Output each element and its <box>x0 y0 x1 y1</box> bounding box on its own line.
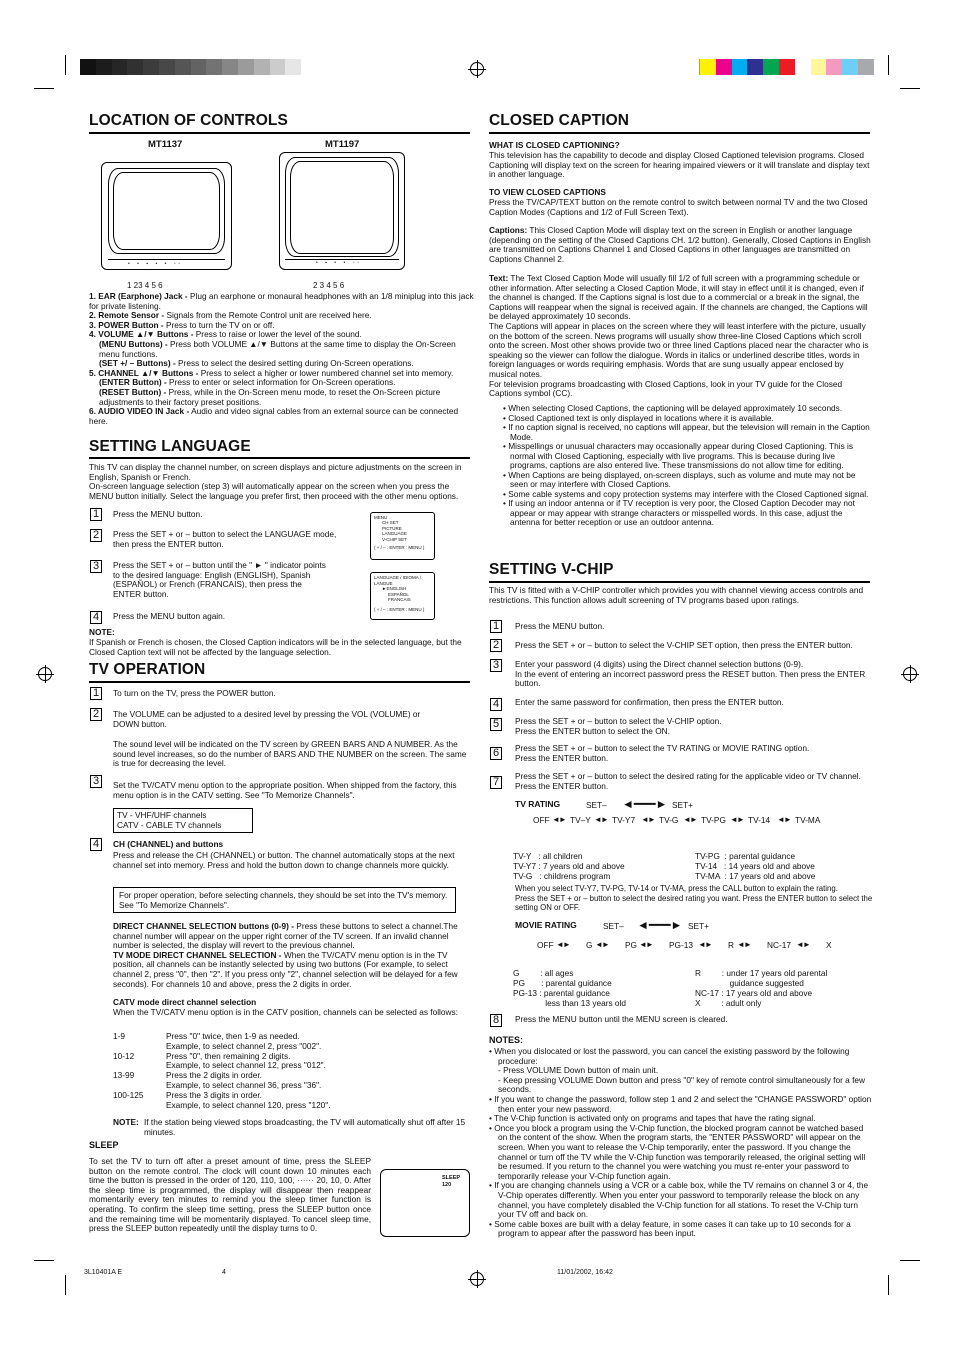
catv-row <box>113 1032 473 1051</box>
vchip-step: Press the SET + or – button to select the TV RATING or MOVIE RATING option. Press the ENTER button. <box>515 743 810 763</box>
step-number: 7 <box>490 776 502 789</box>
operation-step: DOWN button. <box>113 719 167 729</box>
control-name: 3. POWER Button - <box>89 319 164 330</box>
crop-mark <box>888 1275 889 1295</box>
gray-swatch <box>143 59 159 75</box>
vchip-step: Press the SET + or – button to select the V-CHIP SET option, then press the ENTER button. <box>515 640 853 650</box>
language-step: Press the SET + or – button until the " ► " indicator points to the desired language: English (ENGLISH), Spanish (ESPAÑOL) or French (FRANCAIS), then press the ENTER button. <box>113 560 326 599</box>
control-desc: Press, while in the On-Screen menu mode, to reset the On-Screen picture adjustments to their factory preset positions. <box>99 386 441 407</box>
operation-step: The VOLUME can be adjusted to a desired level by pressing the VOL (VOLUME) or <box>113 709 421 719</box>
control-item <box>89 292 475 311</box>
control-name: 2. Remote Sensor - <box>89 310 165 321</box>
rating-definition: R : under 17 years old parental guidance suggested <box>695 968 828 988</box>
control-item <box>89 388 475 407</box>
model-label: MT1197 <box>325 139 360 150</box>
section-rule <box>489 132 870 134</box>
vchip-note: • The V-Chip function is activated only on programs and tapes that have the rating signal. <box>489 1113 816 1124</box>
tv-mt1137-illustration: • • ▪ • • ▫▫ <box>101 162 232 270</box>
crop-mark <box>900 88 920 89</box>
catv-range: 100-125 <box>113 1090 144 1101</box>
bidirectional-arrow-icon: ◄► <box>730 815 744 824</box>
color-bar <box>699 59 874 75</box>
double-arrow-icon: ◄━━━► <box>622 797 668 811</box>
step-number: 4 <box>90 838 102 851</box>
rating-option: TV-14 <box>748 815 771 825</box>
text-label: Text: <box>489 273 509 283</box>
vchip-step: Press the SET + or – button to select the V-CHIP option. Press the ENTER button to select the ON. <box>515 716 722 736</box>
rating-definition: TV-Y : all children <box>513 851 583 861</box>
language-step: Press the MENU button again. <box>113 611 226 621</box>
step-number: 5 <box>490 718 502 731</box>
rating-option: TV-G <box>659 815 679 825</box>
rating-option: G <box>586 940 593 950</box>
control-desc: Press to turn the TV on or off. <box>163 319 275 330</box>
vchip-step: Press the MENU button until the MENU screen is cleared. <box>515 1014 728 1024</box>
control-item <box>89 340 475 359</box>
section-title-closed-caption: CLOSED CAPTION <box>489 112 630 129</box>
crop-mark <box>65 1275 66 1295</box>
control-name: 6. AUDIO VIDEO IN Jack - <box>89 406 190 417</box>
section-title-location: LOCATION OF CONTROLS <box>89 112 288 129</box>
vchip-note: • If you want to change the password, follow step 1 and 2 and select the "CHANGE PASSWORD" option then enter your new password. <box>489 1093 872 1114</box>
gray-swatch <box>112 59 128 75</box>
operation-step: To turn on the TV, press the POWER button. <box>113 688 276 698</box>
gray-swatch <box>127 59 143 75</box>
gray-swatch <box>159 59 175 75</box>
rating-definition: PG : parental guidance <box>513 978 612 988</box>
step-number: 3 <box>90 560 102 573</box>
caption-note: • If using an indoor antenna or if TV reception is very poor, the Closed Caption Decoder may not appear or may appear with strange characters or misspelled words. In this case, adjust the antenna for better reception or use an outdoor antenna. <box>503 498 855 527</box>
set-plus-label: SET+ <box>688 921 709 931</box>
direct-part: DIRECT CHANNEL SELECTION buttons (0-9) - <box>113 921 294 931</box>
control-desc: Press both VOLUME ▲/▼ Buttons at the same time to display the On-Screen menu functions. <box>99 338 456 359</box>
rating-option: OFF <box>537 940 554 950</box>
tv-rating-definitions <box>513 851 683 881</box>
caption-note: • When Captions are being displayed, on-screen displays, such as volume and mute may not be seen or may interfere with Closed Captions. <box>503 469 856 489</box>
text-desc: The Text Closed Caption Mode will usually fill 1/2 of full screen with a programming schedule or other information. After selecting a Closed Caption Mode, it will stay in effect until it is changed, even if the channel is changed. If the Captions signal is lost due to a commercial or a break in the signal, the Captions will reappear when the signal is received again. If the channels are changed, the Captions will be delayed approximately 10 seconds. The Captions will appear in places on the screen where they will least interfere with the picture, usually on the bottom of the screen. News programs will usually show three-line Closed Captions which scroll onto the screen. Most other shows provide two or three lined Captions placed near the character who is speaking so the viewer can follow the dialogue. Words in italics or underlined describe titles, words in foreign languages or words requiring emphasis. Words that are sung usually appear enclosed by musical notes. For television programs broadcasting with Closed Captions, look in your TV guide for the Closed Captions symbol (CC). <box>489 273 869 399</box>
section-title-language: SETTING LANGUAGE <box>89 438 251 455</box>
color-swatch <box>811 59 827 75</box>
tv-catv-box: TV - VHF/UHF channels CATV - CABLE TV channels <box>113 808 253 833</box>
rating-definition: X : adult only <box>695 998 762 1008</box>
caption-note: • If no caption signal is received, no captions will appear, but the television will remain in the Caption Mode. <box>503 422 870 442</box>
step-number: 6 <box>490 747 502 760</box>
gray-swatch <box>175 59 191 75</box>
view-heading: TO VIEW CLOSED CAPTIONS <box>489 187 606 197</box>
rating-option: TV-PG <box>701 815 726 825</box>
control-desc: Press to raise or lower the level of the sound. <box>193 329 362 340</box>
color-swatch <box>700 59 716 75</box>
control-desc: Plug an earphone or monaural headphones with an 1/8 miniplug into this jack for private listening. <box>89 291 474 311</box>
vchip-step: Press the MENU button. <box>515 621 605 631</box>
catv-row <box>113 1071 473 1090</box>
rating-option: PG-13 <box>669 940 693 950</box>
crop-mark <box>900 1260 920 1261</box>
step-number: 1 <box>90 508 102 521</box>
bidirectional-arrow-icon: ◄► <box>683 815 697 824</box>
catv-range: 1-9 <box>113 1031 125 1041</box>
direct-part: TV MODE DIRECT CHANNEL SELECTION - <box>113 949 282 960</box>
footer-code: 3L10401A E <box>84 1269 123 1276</box>
vchip-note: • If you are changing channels using a VCR or a cable box, while the TV remains on channel 3 or 4, the V-Chip operates differently. When you enter your password to temporarily release the block on any channel, you have completely disabled the V-Chip function for all stations. To reset the V-Chip turn your TV off and back on. <box>489 1180 869 1220</box>
shutoff-note: If the station being viewed stops broadcasting, the TV will automatically shut off after 15 minutes. <box>144 1117 466 1137</box>
language-screen: LANGUAGE / IDIOMA / LANGUE ►ENGLISH ESPAÑOL FRANCAIS ( + / – : ENTER : MENU ) <box>370 572 435 620</box>
caption-notes-list <box>503 404 871 528</box>
what-text: This television has the capability to decode and display Closed Captioned television programs. Closed Captioning will display text on the screen for hearing impaired viewers or it will translate and display text in another language. <box>489 150 870 180</box>
direct-part: Press these buttons to select a channel.The channel number will appear on the upper right corner of the TV screen. If an invalid channel number is selected, the display will revert to the previous channel. <box>113 921 458 951</box>
color-swatch <box>716 59 732 75</box>
crop-mark <box>34 1260 54 1261</box>
rating-option: PG <box>625 940 637 950</box>
bidirectional-arrow-icon: ◄► <box>641 815 655 824</box>
section-rule <box>89 681 470 683</box>
vchip-note: • Once you block a program using the V-Chip function, the blocked program cannot be watched based on the content of the show. When the program starts, the "ENTER PASSWORD" will appear on the screen. When you want to release the V-Chip temporarily, enter the password. If you change the channel or turn off the TV while the V-Chip function was temporarily released, the original setting will be resumed. If you return to the channel you were watching you must re-enter your password to temporarily release your V-Chip function again. <box>489 1122 866 1181</box>
tv-rating-sequence <box>533 816 863 828</box>
section-rule <box>89 457 470 459</box>
bidirectional-arrow-icon: ◄► <box>737 940 751 949</box>
bidirectional-arrow-icon: ◄► <box>796 940 810 949</box>
controls-list <box>89 292 475 426</box>
color-swatch <box>779 59 795 75</box>
control-desc: Audio and video signal cables from an external source can be connected here. <box>89 406 459 426</box>
vchip-note: • Some cable boxes are built with a delay feature, in some cases it can take up to 10 seconds for a program to appear after the password has been input. <box>489 1218 851 1239</box>
rating-option: TV-MA <box>795 815 821 825</box>
vchip-step: Enter your password (4 digits) using the Direct channel selection buttons (0-9). In the event of entering an incorrect password press the RESET button. Then press the ENTER button. <box>515 659 866 689</box>
notes-heading: NOTES: <box>489 1035 524 1045</box>
rating-definition: NC-17 : 17 years old and above <box>695 988 813 998</box>
gray-swatch <box>238 59 254 75</box>
footer-date: 11/01/2002, 16:42 <box>557 1269 613 1276</box>
tv-rating-definitions <box>695 851 870 881</box>
section-rule <box>489 581 870 583</box>
set-minus-label: SET– <box>586 800 607 810</box>
control-desc: Press to enter or select information for On-Screen operations. <box>166 377 396 388</box>
catv-desc: Press the 3 digits in order. Example, to select channel 120, press "120". <box>166 1090 331 1110</box>
step-number: 4 <box>90 611 102 624</box>
captions-text <box>489 226 873 264</box>
rating-definition: TV-G : childrens program <box>513 871 611 881</box>
model-label: MT1137 <box>148 139 183 150</box>
color-swatch <box>842 59 858 75</box>
bidirectional-arrow-icon: ◄► <box>698 940 712 949</box>
language-note: If Spanish or French is chosen, the Closed Caption indicators will be in the selected language, but the Closed Caption text will not be affected by the language selection. <box>89 637 462 657</box>
step-number: 3 <box>490 659 502 672</box>
rating-option: R <box>728 940 734 950</box>
channel-buttons-heading: CH (CHANNEL) and buttons <box>113 839 224 849</box>
bidirectional-arrow-icon: ◄► <box>556 940 570 949</box>
language-step: Press the SET + or – button to select the LANGUAGE mode, then press the ENTER button. <box>113 529 337 549</box>
registration-mark <box>38 667 52 681</box>
rating-definition: G : all ages <box>513 968 574 978</box>
gray-swatch <box>80 59 96 75</box>
color-swatch <box>826 59 842 75</box>
color-swatch <box>795 59 811 75</box>
captions-label: Captions: <box>489 225 528 235</box>
control-desc: Signals from the Remote Control unit are received here. <box>164 310 372 321</box>
catv-desc: Press "0", then remaining 2 digits. Example, to select channel 12, press "012". <box>166 1050 326 1071</box>
gray-swatch <box>191 59 207 75</box>
registration-mark <box>470 1272 484 1286</box>
catv-row <box>113 1091 473 1110</box>
operation-step: Press and release the CH (CHANNEL) or button. The channel automatically stops at the next channel set into memory. Press and hold the button down to change channels more quickly. <box>113 850 455 870</box>
color-swatch <box>732 59 748 75</box>
operation-step: The sound level will be indicated on the TV screen by GREEN BARS AND A NUMBER. As the sound level increases, so do the number of BARS AND THE NUMBER on the screen. The same is true for decreasing the level. <box>113 739 467 769</box>
control-name: 4. VOLUME ▲/▼ Buttons - <box>89 329 194 340</box>
rating-definition: TV-Y7 : 7 years old and above <box>513 861 625 871</box>
section-title-vchip: SETTING V-CHIP <box>489 561 614 578</box>
step-number: 2 <box>490 639 502 652</box>
step-number: 3 <box>90 775 102 788</box>
caption-note: • Closed Captioned text is only displayed in locations where it is available. <box>503 412 774 423</box>
catv-row <box>113 1052 473 1071</box>
gray-swatch <box>285 59 301 75</box>
catv-table <box>113 1032 473 1111</box>
menu-screen: MENU CH SET PICTURE LANGUAGE V-CHIP SET ( + / – : ENTER : MENU ) <box>370 512 435 560</box>
crop-mark <box>34 88 54 89</box>
caption-note: • Misspellings or unusual characters may occasionally appear during Closed Captioning. This is normal with Closed Captioning, especially with live programs. This is because during live programs, captions are also entered live. These transmissions do not allow time for editing. <box>503 441 854 470</box>
tv-rating-note: When you select TV-Y7, TV-PG, TV-14 or TV-MA, press the CALL button to explain the rating. Press the SET + or – button to select the desired rating you want. Press the ENTER button to select the setting ON or OFF. <box>515 884 873 912</box>
caption-note: • When selecting Closed Captions, the captioning will be delayed approximately 10 seconds. <box>503 403 843 413</box>
color-swatch <box>763 59 779 75</box>
rating-definition: TV-MA : 17 years old and above <box>695 871 816 881</box>
sleep-heading: SLEEP <box>89 1140 119 1150</box>
bidirectional-arrow-icon: ◄► <box>594 815 608 824</box>
bidirectional-arrow-icon: ◄► <box>639 940 653 949</box>
gray-swatch <box>222 59 238 75</box>
control-name: 1. EAR (Earphone) Jack - <box>89 291 188 301</box>
rating-option: X <box>826 940 832 950</box>
vchip-note: • When you dislocated or lost the password, you can cancel the existing password by the following procedure: - Press VOLUME Down button of main unit. - Keep pressing VOLUME Down button and press "0" key of remote control simultaneously for a few seconds. <box>489 1046 865 1095</box>
step-number: 2 <box>90 529 102 542</box>
bidirectional-arrow-icon: ◄► <box>552 815 566 824</box>
sleep-text: To set the TV to turn off after a preset amount of time, press the SLEEP button on the remote control. The clock will count down 10 minutes each time the button is pressed in the order of 120, 110, 100, ······ 20, 10, 0. After the sleep time is programmed, the display will disappear then reappear momentarily every ten minutes to remind you the sleep timer function is operating. To confirm the sleep time setting, press the SLEEP button once and the remaining time will be momentarily displayed. To cancel sleep time, press the SLEEP button repeatedly until the display turns to 0. <box>89 1156 371 1234</box>
sleep-screen: SLEEP 120 <box>380 1169 470 1237</box>
catv-desc: Press the 2 digits in order. Example, to select channel 36, press "36". <box>166 1070 322 1090</box>
step-number: 1 <box>90 687 102 700</box>
rating-option: TV-Y7 <box>612 815 636 825</box>
control-name: 5. CHANNEL ▲/▼ Buttons - <box>89 367 199 378</box>
bidirectional-arrow-icon: ◄► <box>777 815 791 824</box>
step-number: 8 <box>490 1014 502 1027</box>
text-mode-text <box>489 274 873 399</box>
catv-heading: CATV mode direct channel selection <box>113 997 257 1007</box>
direct-part: When the TV/CATV menu option is in the TV position, all channels can be instantly selected by using two buttons (For example, to select channel 2, press "0", then "2". If you press only "2", channel selection will be delayed for a few seconds). For channels 10 and above, press the 2 digits in order. <box>113 949 458 989</box>
gray-swatch <box>96 59 112 75</box>
section-title-operation: TV OPERATION <box>89 661 206 678</box>
control-name: (ENTER Button) - <box>99 377 167 388</box>
section-rule <box>89 132 470 134</box>
movie-rating-definitions <box>695 968 870 1008</box>
vchip-step: Press the SET + or – button to select the desired rating for the applicable video or TV channel. Press the ENTER button. <box>515 771 861 791</box>
gray-swatch <box>270 59 286 75</box>
rating-definition: TV-PG : parental guidance <box>695 851 796 861</box>
movie-rating-heading: MOVIE RATING <box>515 920 577 930</box>
color-swatch <box>858 59 874 75</box>
catv-desc: Press "0" twice, then 1-9 as needed. Example, to select channel 2, press "002". <box>166 1031 322 1051</box>
crop-mark <box>65 55 66 75</box>
gray-swatch <box>254 59 270 75</box>
control-desc: Press to select a higher or lower numbered channel set into memory. <box>198 367 454 378</box>
rating-definition: PG-13 : parental guidance less than 13 years old <box>513 988 626 1008</box>
vchip-intro: This TV is fitted with a V-CHIP controller which provides you with channel viewing access controls and restrictions. This function allows adult screening of TV programs based upon ratings. <box>489 585 864 605</box>
step-number: 4 <box>490 698 502 711</box>
control-name: (MENU Buttons) - <box>99 338 168 349</box>
double-arrow-icon: ◄━━━► <box>637 918 683 932</box>
note-heading: NOTE: <box>89 627 115 637</box>
set-minus-label: SET– <box>603 921 624 931</box>
grayscale-bar <box>80 59 301 75</box>
movie-rating-sequence <box>537 941 837 953</box>
operation-step: Set the TV/CATV menu option to the appropriate position. When shipped from the factory, this menu option is in the CATV setting. See "To Memorize Channels". <box>113 780 457 800</box>
page-number: 4 <box>222 1269 226 1276</box>
language-intro: This TV can display the channel number, on screen displays and picture adjustments on the screen in English, Spanish or French. On-screen language selection (step 3) will automatically appear on the screen when you press the MENU button initially. Select the language you prefer first, then proceed with the other menu options. <box>89 462 462 501</box>
rating-option: TV–Y <box>570 815 591 825</box>
movie-rating-definitions <box>513 968 688 1008</box>
registration-mark <box>470 62 484 76</box>
control-name: (SET +/ – Buttons) - <box>99 358 176 369</box>
rating-option: NC-17 <box>767 940 791 950</box>
control-item <box>89 407 475 426</box>
memory-note-box: For proper operation, before selecting channels, they should be set into the TV's memory. See "To Memorize Channels". <box>113 887 456 913</box>
tv-rating-heading: TV RATING <box>515 799 561 809</box>
what-heading: WHAT IS CLOSED CAPTIONING? <box>489 140 620 150</box>
catv-text: When the TV/CATV menu option is in the CATV position, channels can be selected as follows: <box>113 1007 458 1017</box>
control-name: (RESET Button) - <box>99 386 167 397</box>
note-heading: NOTE: <box>113 1117 139 1127</box>
tv-mt1197-illustration: • ▪ • • ▫▫ <box>279 152 405 270</box>
catv-range: 10-12 <box>113 1050 135 1061</box>
rating-option: OFF <box>533 815 550 825</box>
direct-channel-text <box>113 922 475 989</box>
view-text: Press the TV/CAP/TEXT button on the remote control to switch between normal TV and the two Closed Caption Modes (Captions and 1/2 of Full Screen Text). <box>489 197 868 217</box>
caption-note: • Some cable systems and copy protection systems may interfere with the Closed Captioned signal. <box>503 488 869 499</box>
control-numbers: 1 23 4 5 6 <box>127 281 163 290</box>
bidirectional-arrow-icon: ◄► <box>595 940 609 949</box>
registration-mark <box>903 667 917 681</box>
color-swatch <box>747 59 763 75</box>
step-number: 2 <box>90 708 102 721</box>
control-desc: Press to select the desired setting during On-Screen operations. <box>175 358 414 369</box>
language-step: Press the MENU button. <box>113 509 203 519</box>
step-number: 1 <box>490 620 502 633</box>
vchip-notes-list <box>489 1047 873 1239</box>
crop-mark <box>888 55 889 75</box>
captions-desc: This Closed Caption Mode will display text on the screen in English or another language (depending on the setting of the Closed Captions CH. 1/2 button). Generally, Closed Captions in English are transmitted on Captions Channel 1 and Closed Captions in other languages are transmitted on Captions Channel 2. <box>489 225 871 264</box>
vchip-step: Enter the same password for confirmation, then press the ENTER button. <box>515 697 784 707</box>
catv-range: 13-99 <box>113 1070 135 1081</box>
rating-definition: TV-14 : 14 years old and above <box>695 861 815 871</box>
gray-swatch <box>206 59 222 75</box>
set-plus-label: SET+ <box>672 800 693 810</box>
control-numbers: 2 3 4 5 6 <box>313 281 345 290</box>
